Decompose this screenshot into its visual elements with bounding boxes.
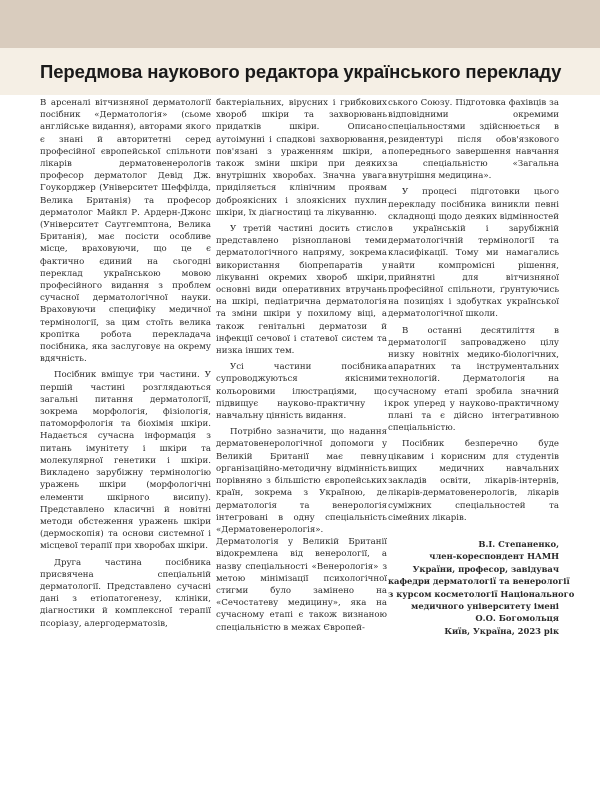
signature-line: член-кореспондент НАМН [429, 551, 559, 562]
paragraph: бактеріальних, вірусних і грибкових хвороб шкіри та захворювань придатків шкіри. Описано аутоімунні і спадкові захворювання, пов'язані з ураженням шкіри, а також зміни шкіри при деяких внутрішніх хворобах. Значна увага приділяється клінічним проявам доброякісних і злоякісних пухлин шкіри, їх діагностиці та лікуванню. [216, 98, 387, 218]
signature-block [388, 538, 575, 637]
paragraph: Посібник вміщує три частини. У першій частині розглядаються загальні питання дерматології, зокрема морфологія, фізіологія, патоморфологія та біохімія шкіри. Надається сучасна інформація з питань імунітету і шкіри та молекулярної генетики і шкіри. Викладено зарубіжну термінологію уражень шкіри (морфологічні елементи шкірного висипу). Представлено класичні й новітні методи обстеження уражень шкіри (дермоскопія) та основи системної і місцевої терапії при хворобах шкіри. [40, 370, 211, 552]
paragraph: Усі частини посібника супроводжуються якісними кольоровими ілюстраціями, що підвищує науково-практичну і навчальну цінність видання. [216, 362, 387, 422]
page-title: Передмова наукового редактора українського перекладу [40, 61, 562, 82]
signature-line: О.О. Богомольця [475, 613, 559, 624]
paragraph: В арсеналі вітчизняної дерматології посібник «Дерматологія» (сьоме англійське видання), авторами якого є знані й авторитетні серед професійної європейської спільноти лікарів дерматовенерологів професор дерматолог Девід Дж. Гоукорджер (Університет Шеффілда, Велика Британія) та професор дерматолог Майкл Р. Ардерн-Джонс (Університет Саутгемптона, Велика Британія), має посісти особливе місце, враховуючи, що це є фактично єдиний на сьогодні переклад українською мовою професійного видання з проблем сучасної дерматологічної науки. Враховуючи специфіку медичної термінології, за цим стоїть велика кропітка робота перекладача посібника, яка заслуговує на окрему вдячність. [40, 98, 211, 365]
header-band [0, 0, 600, 48]
signature-place-date: Київ, Україна, 2023 рік [444, 625, 559, 636]
text-column-2 [216, 97, 387, 638]
paragraph: Друга частина посібника присвячена спеціальній дерматології. Представлено сучасні дані з етіопатогенезу, клініки, діагностики й комплексної терапії псоріазу, алергодерматозів, [40, 557, 211, 629]
paragraph: Потрібно зазначити, що надання дерматовенерологічної допомоги у Великій Британії має певну організаційно-методичну відмінність порівняно з більшістю європейських країн, зокрема з Україною, де дерматологія та венерологія інтегровані в одну спеціальність «Дерматовенерологія». Дерматологія у Великій Британії відокремлена від венерології, а назву спеціальності «Венерологія» з метою мінімізації психологічної стигми було замінено на «Сечостатеву медицину», яка на сучасному етапі є також визнаною спеціальністю в межах Європей- [216, 427, 387, 633]
signature-line: медичного університету імені [411, 600, 559, 611]
paragraph: ського Союзу. Підготовка фахівців за відповідними окремими спеціальностями здійснюється в резидентурі після обов'язкового попереднього завершення навчання за спеціальністю «Загальна внутрішня медицина». [388, 98, 559, 182]
paragraph: У третій частині досить стисло представлено різнопланові теми дерматологічного напряму, зокрема використання біопрепаратів у лікуванні окремих хвороб шкіри, основні види оперативних втручань на шкірі, педіатрична дерматологія та зміни шкіри у похилому віці, а також генітальні дерматози й інфекції сечової і статевої систем та низка інших тем. [216, 224, 387, 357]
signature-line: кафедри дерматології та венерології [388, 576, 570, 587]
text-column-3 [388, 97, 575, 637]
paragraph: Посібник безперечно буде цікавим і корисним для студентів вищих медичних навчальних закладів освіти, лікарів-інтернів, лікарів-дерматовенерологів, лікарів суміжних спеціальностей та сімейних лікарів. [388, 439, 559, 523]
signature-line: з курсом косметології Національного [388, 588, 575, 599]
paragraph: В останні десятиліття в дерматології запроваджено цілу низку новітніх медико-біологічних, апаратних та інструментальних технологій. Дерматологія на сучасному етапі зробила значний крок уперед у науково-практичному плані та є дійсно інтегративною спеціальністю. [388, 325, 559, 434]
paragraph: У процесі підготовки цього перекладу посібника виникли певні складнощі щодо деяких відмінностей в українській і зарубіжній дерматологічній термінології та класифікації. Тому ми намагались найти компромісні рішення, прийнятні для вітчизняної професійної спільноти, ґрунтуючись на позиціях і здобутках української дерматологічної школи. [388, 187, 559, 320]
signature-line: України, професор, завідувач [412, 563, 559, 574]
signature-name: В.І. Степаненко, [478, 538, 559, 549]
text-column-1 [40, 97, 211, 634]
